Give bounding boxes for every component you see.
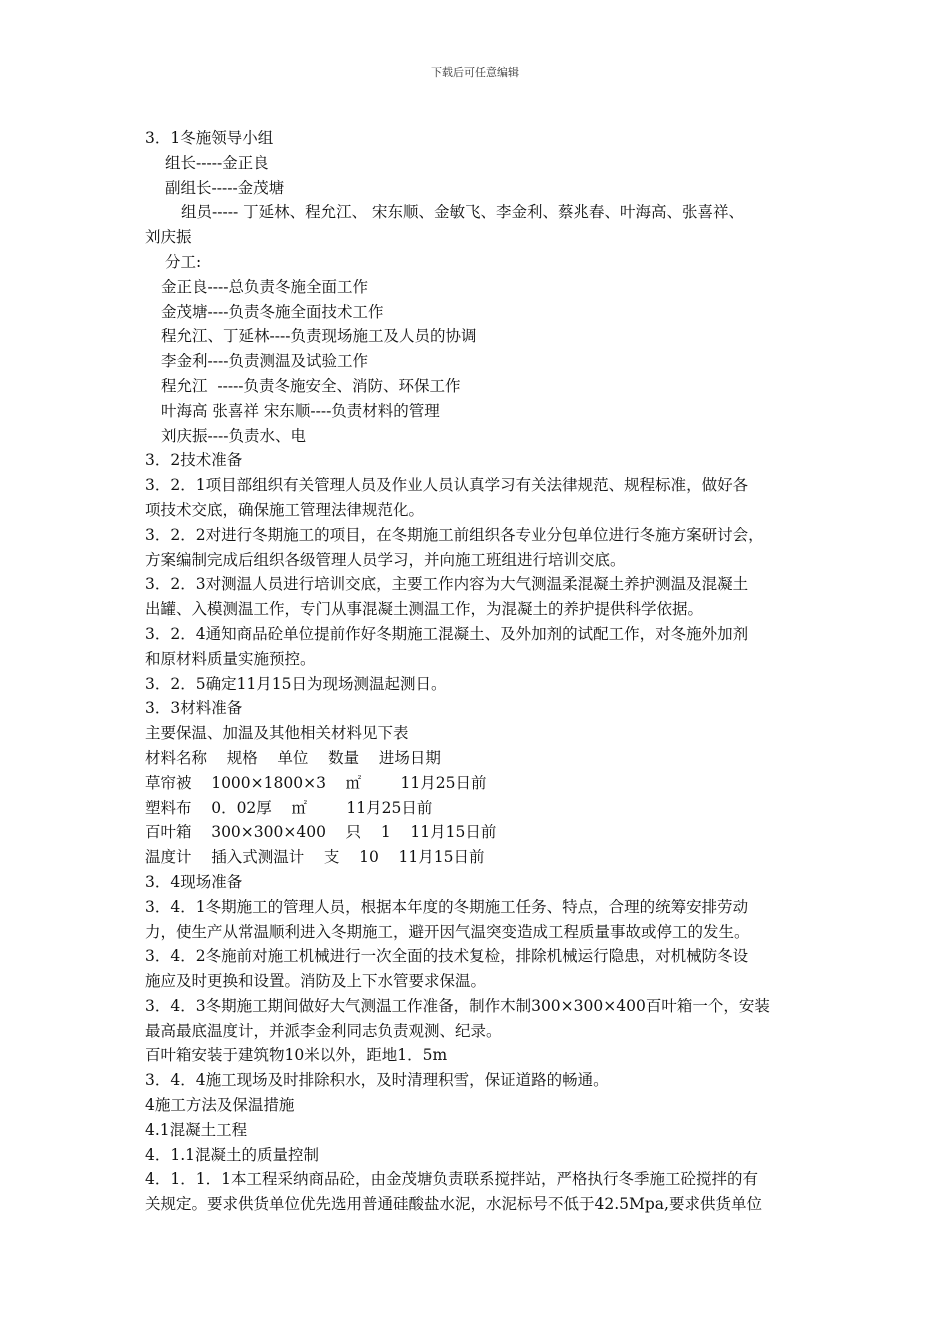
text-line: 3．2．2对进行冬期施工的项目，在冬期施工前组织各专业分包单位进行冬施方案研讨会， xyxy=(145,525,764,544)
text-line: 3．2．3对测温人员进行培训交底，主要工作内容为大气测温柔混凝土养护测温及混凝土 xyxy=(145,575,749,594)
text-line: 金茂塘----负责冬施全面技术工作 xyxy=(161,302,384,321)
text-line: 关规定。要求供货单位优先选用普通硅酸盐水泥，水泥标号不低于42.5Mpa,要求供货单位 xyxy=(145,1195,762,1214)
text-line: 3．4．3冬期施工期间做好大气测温工作准备，制作木制300×300×400百叶箱一个，安装 xyxy=(145,996,770,1015)
text-line: 3．2．1项目部组织有关管理人员及作业人员认真学习有关法律规范、规程标准，做好各 xyxy=(145,476,749,495)
text-line: 出罐、入模测温工作，专门从事混凝土测温工作，为混凝土的养护提供科学依据。 xyxy=(145,600,704,619)
section-heading: 4施工方法及保温措施 xyxy=(145,1096,295,1115)
section-heading: 3．3材料准备 xyxy=(145,699,243,718)
text-line: 程允江、丁延林----负责现场施工及人员的协调 xyxy=(161,327,477,346)
text-line: 组长-----金正良 xyxy=(165,153,269,172)
table-row-line: 百叶箱 300×300×400 只 1 11月15日前 xyxy=(145,823,497,842)
text-line: 力，使生产从常温顺利进入冬期施工，避开因气温突变造成工程质量事故或停工的发生。 xyxy=(145,922,750,941)
text-line: 李金利----负责测温及试验工作 xyxy=(161,352,368,371)
text-line: 程允江 -----负责冬施安全、消防、环保工作 xyxy=(161,376,461,395)
text-line: 最高最底温度计，并派李金利同志负责观测、纪录。 xyxy=(145,1021,502,1040)
text-line: 副组长-----金茂塘 xyxy=(165,178,285,197)
text-line: 3．4．2冬施前对施工机械进行一次全面的技术复检，排除机械运行隐患，对机械防冬设 xyxy=(145,947,749,966)
text-line: 3．2．4通知商品砼单位提前作好冬期施工混凝土、及外加剂的试配工作，对冬施外加剂 xyxy=(145,624,749,643)
text-line: 方案编制完成后组织各级管理人员学习，并向施工班组进行培训交底。 xyxy=(145,550,626,569)
section-heading: 3．4现场准备 xyxy=(145,872,243,891)
text-line: 分工: xyxy=(165,252,202,271)
text-line: 4．1．1．1本工程采纳商品砼，由金茂塘负责联系搅拌站，严格执行冬季施工砼搅拌的有 xyxy=(145,1170,758,1189)
text-line: 施应及时更换和设置。消防及上下水管要求保温。 xyxy=(145,972,487,991)
section-heading: 4.1混凝土工程 xyxy=(145,1120,248,1139)
text-line: 刘庆振----负责水、电 xyxy=(161,426,306,445)
section-heading: 3．1冬施领导小组 xyxy=(145,129,274,147)
text-line: 项技术交底，确保施工管理法律规范化。 xyxy=(145,500,425,519)
text-line: 主要保温、加温及其他相关材料见下表 xyxy=(145,724,409,743)
document-body xyxy=(145,126,805,1217)
table-row-line: 温度计 插入式测温计 支 10 11月15日前 xyxy=(145,848,485,867)
text-line: 3．4．1冬期施工的管理人员，根据本年度的冬期施工任务、特点，合理的统筹安排劳动 xyxy=(145,897,749,916)
table-row-line: 草帘被 1000×1800×3 ㎡ 11月25日前 xyxy=(145,773,487,792)
section-heading: 4．1.1混凝土的质量控制 xyxy=(145,1145,320,1164)
text-line: 3．4．4施工现场及时排除积水，及时清理积雪，保证道路的畅通。 xyxy=(145,1071,609,1090)
text-line: 百叶箱安装于建筑物10米以外，距地1．5m xyxy=(145,1046,448,1065)
table-header-line: 材料名称 规格 单位 数量 进场日期 xyxy=(145,748,441,767)
section-heading: 3．2技术准备 xyxy=(145,451,243,470)
text-line: 刘庆振 xyxy=(145,228,192,247)
table-row-line: 塑料布 0．02厚 ㎡ 11月25日前 xyxy=(145,798,433,817)
text-line: 叶海高 张喜祥 宋东顺----负责材料的管理 xyxy=(161,401,440,420)
text-line: 3．2．5确定11月15日为现场测温起测日。 xyxy=(145,674,447,693)
text-line: 组员----- 丁延林、程允江、 宋东顺、金敏飞、李金利、蔡兆春、叶海高、张喜祥、 xyxy=(181,203,745,222)
page-header: 下载后可任意编辑 xyxy=(431,66,519,79)
text-line: 金正良----总负责冬施全面工作 xyxy=(161,277,368,296)
text-line: 和原材料质量实施预控。 xyxy=(145,649,316,668)
